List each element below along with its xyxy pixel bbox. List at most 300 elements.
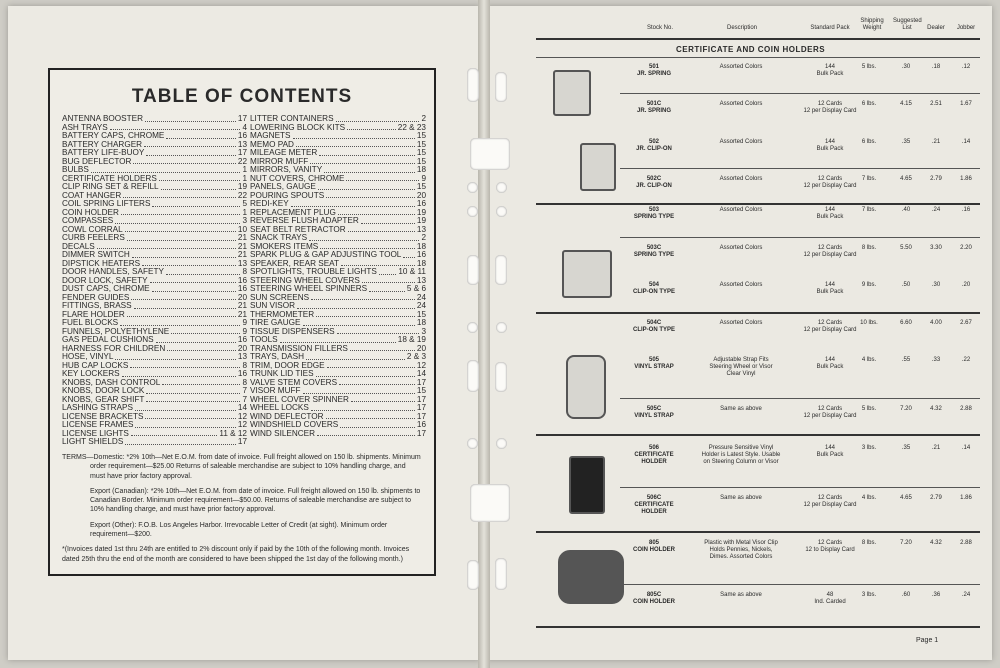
toc-entry-page: 17 <box>237 149 247 157</box>
item-list: .35 <box>901 139 911 145</box>
product-image-805 <box>558 550 624 604</box>
toc-entry-page: 3 <box>421 327 426 336</box>
toc-entry-name: CURB FEELERS <box>62 234 125 242</box>
toc-entry <box>250 353 426 362</box>
toc-leader-dots <box>339 379 415 386</box>
toc-entry <box>250 268 426 277</box>
item-stock: 502C JR. CLIP-ON <box>636 176 672 189</box>
item-list: .55 <box>901 357 911 363</box>
header-jobber: Jobber <box>956 25 976 31</box>
toc-leader-dots <box>316 370 415 377</box>
binder-hole <box>495 362 507 392</box>
header-standard-pack: Standard Pack <box>810 25 850 31</box>
terms-note: *(Invoices dated 1st thru 24th are entitled to 2% discount only if paid by the 10th of the following month. Invoices dated 25th thru the end of the month are considered to have been shipped the 1st day of the following month.) <box>62 546 410 563</box>
group-rule <box>536 312 980 314</box>
toc-entry <box>62 379 247 388</box>
toc-entry-name: COWL CORRAL <box>62 225 123 234</box>
product-image-503 <box>562 250 612 298</box>
group-rule <box>536 531 980 533</box>
toc-leader-dots <box>317 430 415 437</box>
toc-entry-name: BATTERY LIFE-BUOY <box>62 149 145 157</box>
item-dealer: .24 <box>931 207 941 213</box>
toc-entry <box>250 362 426 371</box>
toc-entry-page: 1 <box>242 166 247 174</box>
item-desc: Same as above <box>720 592 762 598</box>
toc-leader-dots <box>327 362 415 369</box>
toc-entry-name: DIMMER SWITCH <box>62 251 130 259</box>
item-stock: 505C VINYL STRAP <box>634 406 674 419</box>
toc-entry-page: 13 <box>237 353 247 361</box>
binder-hole <box>496 182 507 193</box>
toc-entry-name: BUG DEFLECTOR <box>62 157 132 166</box>
toc-entry-page: 16 <box>416 421 426 429</box>
toc-entry-name: CLIP RING SET & REFILL <box>62 183 159 191</box>
toc-entry-name: LICENSE LIGHTS <box>62 429 129 438</box>
toc-entry-page: 20 <box>237 293 247 302</box>
item-weight: 4 lbs. <box>861 357 877 363</box>
toc-entry-name: SMOKERS ITEMS <box>250 242 319 251</box>
row-divider <box>620 93 980 94</box>
toc-entry-name: VALVE STEM COVERS <box>250 378 338 387</box>
item-desc: Assorted Colors <box>719 282 763 288</box>
toc-leader-dots <box>162 379 240 386</box>
row-divider <box>620 398 980 399</box>
toc-entry-name: TRIM, DOOR EDGE <box>250 361 325 370</box>
toc-entry <box>250 260 426 269</box>
item-list: 4.65 <box>900 176 912 182</box>
toc-leader-dots <box>135 404 236 411</box>
toc-leader-dots <box>166 132 236 139</box>
item-weight: 5 lbs. <box>861 406 877 412</box>
toc-entry <box>62 183 247 192</box>
binder-hole <box>496 438 507 449</box>
item-weight: 4 lbs. <box>861 495 877 501</box>
bottom-rule <box>536 626 980 628</box>
toc-entry-name: CERTIFICATE HOLDERS <box>62 174 157 183</box>
toc-entry-name: FUEL BLOCKS <box>62 319 119 327</box>
item-pack: 48 Ind. Carded <box>814 592 846 605</box>
toc-entry <box>250 209 426 218</box>
toc-entry <box>62 387 247 396</box>
toc-entry-page: 14 <box>416 370 426 378</box>
toc-entry <box>250 132 426 141</box>
binder-hole <box>467 438 478 449</box>
toc-entry-name: TRUNK LID TIES <box>250 370 314 378</box>
toc-entry <box>62 226 247 235</box>
toc-entry-page: 19 <box>237 183 247 191</box>
item-weight: 6 lbs. <box>861 101 877 107</box>
item-dealer: 2.79 <box>930 495 942 501</box>
toc-entry-page: 21 <box>237 234 247 242</box>
toc-entry <box>62 438 247 447</box>
toc-leader-dots <box>146 396 240 403</box>
binder-hole <box>467 322 478 333</box>
toc-leader-dots <box>293 132 415 139</box>
toc-entry-name: SEAT BELT RETRACTOR <box>250 225 346 234</box>
binder-hole <box>470 484 510 522</box>
toc-entry <box>62 311 247 320</box>
toc-entry <box>250 234 426 243</box>
toc-entry <box>62 328 247 337</box>
toc-entry <box>62 141 247 150</box>
toc-entry-name: TRAYS, DASH <box>250 353 304 361</box>
toc-leader-dots <box>115 353 235 360</box>
item-jobber: 2.88 <box>960 540 972 546</box>
toc-leader-dots <box>125 438 236 445</box>
item-weight: 10 lbs. <box>860 320 878 326</box>
toc-entry <box>62 370 247 379</box>
toc-entry-name: DECALS <box>62 242 95 251</box>
toc-entry-page: 19 <box>416 217 426 225</box>
toc-entry-name: HUB CAP LOCKS <box>62 361 129 370</box>
item-jobber: .14 <box>961 139 971 145</box>
toc-entry-page: 18 <box>416 166 426 174</box>
binder-hole <box>467 360 479 392</box>
toc-entry-page: 10 <box>237 225 247 234</box>
toc-entry-page: 17 <box>416 429 426 438</box>
toc-entry <box>250 370 426 379</box>
toc-entry-page: 1 <box>242 208 247 217</box>
toc-leader-dots <box>132 251 236 258</box>
toc-entry <box>250 396 426 405</box>
header-description: Description <box>726 25 757 31</box>
toc-entry-name: MILEAGE METER <box>250 149 318 157</box>
item-weight: 8 lbs. <box>861 540 877 546</box>
toc-leader-dots <box>337 328 420 335</box>
toc-entry <box>62 413 247 422</box>
toc-entry-page: 12 <box>416 361 426 370</box>
toc-leader-dots <box>145 413 235 420</box>
toc-entry-name: MIRROR MUFF <box>250 157 309 166</box>
toc-leader-dots <box>131 430 217 437</box>
toc-leader-dots <box>142 260 236 267</box>
toc-entry <box>62 251 247 260</box>
toc-entry <box>250 345 426 354</box>
toc-entry-name: LITTER CONTAINERS <box>250 115 334 123</box>
toc-leader-dots <box>161 183 236 190</box>
item-jobber: .16 <box>961 207 971 213</box>
header-stock: Stock No. <box>646 25 673 31</box>
toc-entry-name: SUN VISOR <box>250 302 296 310</box>
toc-leader-dots <box>326 192 415 199</box>
item-desc: Assorted Colors <box>719 207 763 213</box>
item-list: .30 <box>901 64 911 70</box>
toc-entry-page: 2 <box>421 115 426 123</box>
toc-entry-name: FUNNELS, POLYETHYLENE <box>62 327 170 336</box>
product-image-501 <box>553 70 591 116</box>
toc-entry-page: 5 <box>242 200 247 208</box>
toc-leader-dots <box>127 234 236 241</box>
toc-entry-name: COAT HANGER <box>62 191 122 200</box>
toc-entry-name: THERMOMETER <box>250 310 315 319</box>
table-of-contents <box>48 68 436 576</box>
item-list: .35 <box>901 445 911 451</box>
item-desc: Assorted Colors <box>719 176 763 182</box>
item-dealer: .33 <box>931 357 941 363</box>
header-shipping-weight: Shipping Weight <box>860 18 884 31</box>
toc-entry <box>62 396 247 405</box>
toc-leader-dots <box>150 277 236 284</box>
toc-entry <box>250 413 426 422</box>
item-dealer: .18 <box>931 64 941 70</box>
toc-entry-name: GAS PEDAL CUSHIONS <box>62 336 154 344</box>
toc-entry <box>62 430 247 439</box>
toc-entry <box>250 149 426 158</box>
toc-leader-dots <box>130 362 240 369</box>
toc-leader-dots <box>403 251 415 258</box>
item-pack: 12 Cards 12 per Display Card <box>803 406 857 419</box>
toc-left-column <box>62 115 247 447</box>
toc-entry-page: 12 <box>237 421 247 429</box>
toc-entry <box>62 277 247 286</box>
product-image-502 <box>580 143 616 191</box>
terms-other: Export (Other): F.O.B. Los Angeles Harbor. Irrevocable Letter of Credit (at sight). Minimum order requirement—$200. <box>90 521 388 539</box>
item-pack: 12 Cards 12 per Display Card <box>803 245 857 258</box>
toc-entry-name: REPLACEMENT PLUG <box>250 208 336 217</box>
toc-entry-page: 15 <box>416 387 426 395</box>
toc-entry-name: REDI-KEY <box>250 200 289 208</box>
toc-entry-name: SUN SCREENS <box>250 293 310 302</box>
toc-entry-page: 20 <box>416 344 426 353</box>
toc-entry-page: 4 <box>242 123 247 132</box>
terms-domestic: TERMS—Domestic: *2% 10th—Net E.O.M. from date of invoice. Full freight allowed on 150 lb. shipments. Minimum order requirement—$25.00 Returns of saleable merchandise are subject to 10% handling charge, and must have prior factory approval. <box>62 454 421 480</box>
toc-entry-page: 16 <box>237 276 247 285</box>
item-weight: 3 lbs. <box>861 592 877 598</box>
toc-entry <box>62 234 247 243</box>
toc-entry <box>62 260 247 269</box>
binder-hole <box>496 322 507 333</box>
toc-leader-dots <box>146 387 240 394</box>
item-stock: 502 JR. CLIP-ON <box>636 139 672 152</box>
toc-leader-dots <box>350 345 415 352</box>
toc-leader-dots <box>341 260 415 267</box>
toc-entry-page: 8 <box>242 361 247 370</box>
item-pack: 144 Bulk Pack <box>816 282 844 295</box>
toc-entry <box>250 404 426 413</box>
toc-entry <box>250 319 426 328</box>
toc-entry <box>62 149 247 158</box>
binder-hole <box>467 255 479 285</box>
toc-leader-dots <box>110 124 241 131</box>
toc-leader-dots <box>324 166 415 173</box>
toc-entry <box>250 302 426 311</box>
toc-entry <box>250 124 426 133</box>
toc-entry-name: STEERING WHEEL SPINNERS <box>250 285 368 293</box>
binding-spine <box>478 0 490 668</box>
item-dealer: 4.32 <box>930 406 942 412</box>
toc-leader-dots <box>152 285 236 292</box>
item-weight: 6 lbs. <box>861 139 877 145</box>
toc-leader-dots <box>159 175 241 182</box>
toc-leader-dots <box>369 285 405 292</box>
toc-entry-name: PANELS, GAUGE <box>250 183 316 191</box>
toc-entry <box>62 217 247 226</box>
item-stock: 501 JR. SPRING <box>636 64 671 77</box>
toc-leader-dots <box>306 353 405 360</box>
toc-entry-name: SPEAKER, REAR SEAT <box>250 259 340 268</box>
toc-entry <box>250 217 426 226</box>
toc-entry <box>250 226 426 235</box>
item-jobber: .12 <box>961 64 971 70</box>
toc-leader-dots <box>121 209 241 216</box>
toc-entry-page: 9 <box>242 327 247 336</box>
toc-entry-name: WHEEL LOCKS <box>250 404 309 412</box>
toc-entry-page: 13 <box>237 140 247 149</box>
toc-leader-dots <box>120 319 240 326</box>
toc-entry-name: WIND SILENCER <box>250 429 316 438</box>
item-list: .40 <box>901 207 911 213</box>
toc-entry <box>250 379 426 388</box>
toc-entry <box>250 277 426 286</box>
toc-entry-name: LOWERING BLOCK KITS <box>250 123 346 132</box>
toc-entry-name: TIRE GAUGE <box>250 319 301 327</box>
toc-leader-dots <box>340 421 415 428</box>
toc-entry <box>250 175 426 184</box>
toc-entry-page: 21 <box>237 310 247 319</box>
toc-leader-dots <box>348 226 415 233</box>
toc-entry-name: MAGNETS <box>250 132 291 140</box>
toc-entry <box>62 175 247 184</box>
item-stock: 506C CERTIFICATE HOLDER <box>634 495 674 515</box>
toc-entry-name: COMPASSES <box>62 217 114 225</box>
toc-entry-page: 19 <box>416 208 426 217</box>
toc-entry-page: 21 <box>237 302 247 310</box>
toc-entry <box>62 285 247 294</box>
toc-leader-dots <box>336 115 420 122</box>
toc-entry-page: 18 <box>416 319 426 327</box>
toc-entry-name: LICENSE BRACKETS <box>62 412 144 421</box>
toc-entry <box>250 421 426 430</box>
toc-entry-page: 20 <box>416 191 426 200</box>
toc-entry-name: POURING SPOUTS <box>250 191 325 200</box>
toc-entry-name: NUT COVERS, CHROME <box>250 174 345 183</box>
toc-entry <box>62 362 247 371</box>
toc-entry <box>250 251 426 260</box>
toc-entry-page: 8 <box>242 268 247 276</box>
item-dealer: 2.51 <box>930 101 942 107</box>
toc-entry <box>250 387 426 396</box>
toc-entry-page: 16 <box>416 200 426 208</box>
toc-entry-page: 22 <box>237 157 247 166</box>
binder-hole <box>470 138 510 170</box>
item-list: 4.65 <box>900 495 912 501</box>
toc-entry <box>250 183 426 192</box>
toc-leader-dots <box>280 336 396 343</box>
toc-entry-page: 16 <box>416 251 426 259</box>
toc-entry-page: 22 <box>237 191 247 200</box>
toc-entry-page: 8 <box>242 378 247 387</box>
page-number: Page 1 <box>916 637 939 644</box>
toc-leader-dots <box>146 149 236 156</box>
toc-entry <box>62 115 247 124</box>
row-divider <box>620 168 980 169</box>
item-pack: 144 Bulk Pack <box>816 445 844 458</box>
toc-entry-name: KNOBS, DOOR LOCK <box>62 387 145 395</box>
item-stock: 503 SPRING TYPE <box>633 207 675 220</box>
toc-entry-page: 24 <box>416 302 426 310</box>
toc-entry-page: 2 <box>421 234 426 242</box>
toc-entry-page: 15 <box>416 183 426 191</box>
toc-entry-name: MIRRORS, VANITY <box>250 166 323 174</box>
toc-leader-dots <box>134 302 236 309</box>
toc-entry-name: MEMO PAD <box>250 140 294 149</box>
item-list: 4.15 <box>900 101 912 107</box>
toc-leader-dots <box>171 328 240 335</box>
toc-entry-page: 22 & 23 <box>397 123 426 132</box>
toc-entry-page: 13 <box>416 276 426 285</box>
toc-entry-page: 17 <box>416 378 426 387</box>
toc-leader-dots <box>291 200 415 207</box>
toc-entry <box>250 311 426 320</box>
toc-entry-page: 16 <box>237 370 247 378</box>
item-pack: 144 Bulk Pack <box>816 139 844 152</box>
item-desc: Assorted Colors <box>719 320 763 326</box>
toc-entry <box>62 319 247 328</box>
toc-leader-dots <box>91 166 241 173</box>
item-weight: 9 lbs. <box>861 282 877 288</box>
binder-hole <box>467 560 479 590</box>
toc-entry <box>62 124 247 133</box>
toc-entry <box>250 336 426 345</box>
header-dealer: Dealer <box>927 25 945 31</box>
toc-entry-name: LIGHT SHIELDS <box>62 438 124 446</box>
toc-leader-dots <box>133 158 235 165</box>
toc-entry-page: 13 <box>237 259 247 268</box>
toc-leader-dots <box>296 141 415 148</box>
item-jobber: .24 <box>961 592 971 598</box>
toc-entry-page: 20 <box>237 344 247 353</box>
toc-entry <box>250 285 426 294</box>
toc-entry-page: 9 <box>242 319 247 327</box>
toc-leader-dots <box>131 294 236 301</box>
toc-entry-page: 18 <box>416 259 426 268</box>
section-rule <box>536 57 980 58</box>
item-list: 6.60 <box>900 320 912 326</box>
toc-leader-dots <box>303 319 415 326</box>
toc-entry-page: 16 <box>237 336 247 344</box>
item-dealer: 4.00 <box>930 320 942 326</box>
toc-entry <box>250 158 426 167</box>
item-jobber: 1.86 <box>960 176 972 182</box>
toc-leader-dots <box>156 336 236 343</box>
toc-entry-page: 5 & 6 <box>406 285 426 293</box>
toc-leader-dots <box>167 345 236 352</box>
binder-hole <box>467 68 479 102</box>
toc-entry-name: SPARK PLUG & GAP ADJUSTING TOOL <box>250 251 402 259</box>
toc-entry-name: FITTINGS, BRASS <box>62 302 132 310</box>
item-pack: 12 Cards 12 to Display Card <box>805 540 855 553</box>
item-jobber: .22 <box>961 357 971 363</box>
row-divider <box>620 487 980 488</box>
toc-entry <box>250 115 426 124</box>
item-list: 5.50 <box>900 245 912 251</box>
toc-leader-dots <box>318 183 415 190</box>
item-weight: 8 lbs. <box>861 245 877 251</box>
item-weight: 5 lbs. <box>861 64 877 70</box>
toc-leader-dots <box>145 115 236 122</box>
item-jobber: 2.88 <box>960 406 972 412</box>
item-stock: 506 CERTIFICATE HOLDER <box>634 445 674 465</box>
toc-entry-name: WIND DEFLECTOR <box>250 412 324 421</box>
toc-leader-dots <box>362 277 415 284</box>
section-title: CERTIFICATE AND COIN HOLDERS <box>676 45 826 54</box>
item-stock: 505 VINYL STRAP <box>634 357 674 370</box>
item-dealer: .21 <box>931 445 941 451</box>
toc-leader-dots <box>316 311 415 318</box>
toc-entry-page: 17 <box>416 404 426 412</box>
toc-entry-page: 12 <box>237 412 247 421</box>
row-divider <box>620 237 980 238</box>
